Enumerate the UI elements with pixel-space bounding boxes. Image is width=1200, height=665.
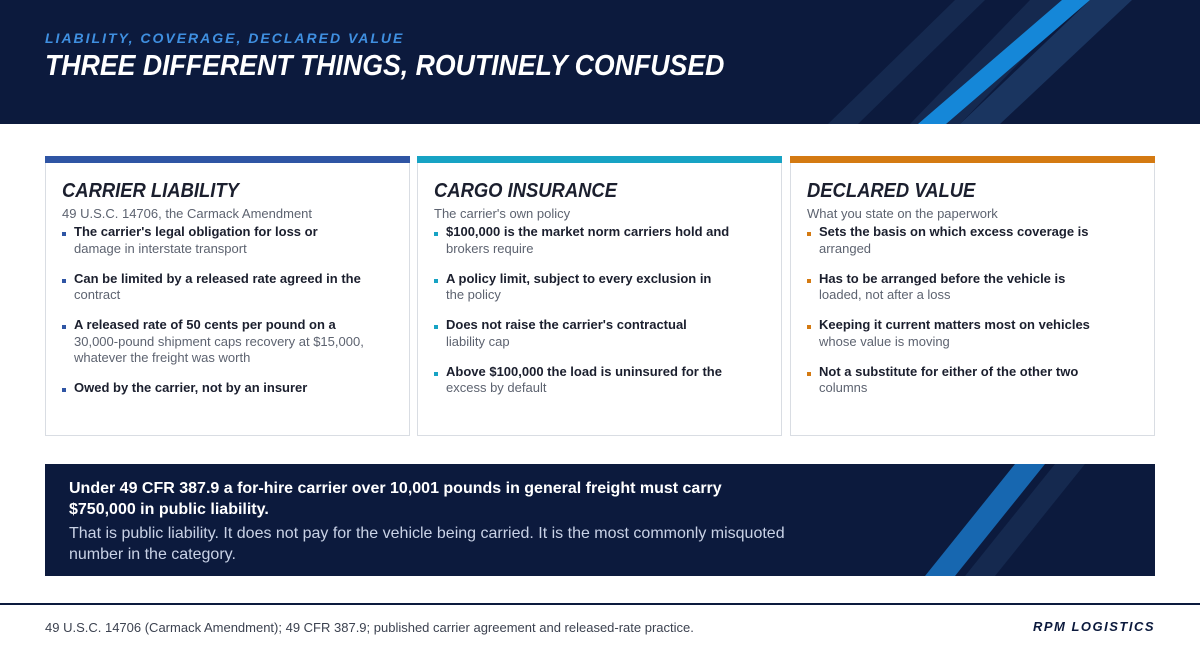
page-title: THREE DIFFERENT THINGS, ROUTINELY CONFUSED <box>45 50 725 82</box>
bullet-icon <box>807 372 811 376</box>
card-title: CARGO INSURANCE <box>434 180 617 202</box>
card-list <box>434 224 769 410</box>
card-cargo-insurance <box>417 156 782 436</box>
bullet-icon <box>434 372 438 376</box>
list-item: The carrier's legal obligation for loss or damage in interstate transport <box>62 224 397 257</box>
bullet-icon <box>434 279 438 283</box>
bullet-icon <box>807 232 811 236</box>
list-item: Sets the basis on which excess coverage is arranged <box>807 224 1142 257</box>
bullet-icon <box>62 279 66 283</box>
header-band <box>0 0 1200 124</box>
list-item: Owed by the carrier, not by an insurer <box>62 380 397 397</box>
list-item: Has to be arranged before the vehicle is loaded, not after a loss <box>807 271 1142 304</box>
brand-logo-text: RPM LOGISTICS <box>1032 619 1155 634</box>
card-subtitle: What you state on the paperwork <box>807 206 998 221</box>
bullet-icon <box>434 325 438 329</box>
card-accent-bar <box>45 156 410 163</box>
card-list <box>62 224 397 410</box>
bullet-icon <box>62 325 66 329</box>
list-item: Can be limited by a released rate agreed in the contract <box>62 271 397 304</box>
card-accent-bar <box>417 156 782 163</box>
bullet-icon <box>62 388 66 392</box>
list-item: Above $100,000 the load is uninsured for the excess by default <box>434 364 769 397</box>
list-item: $100,000 is the market norm carriers hold and brokers require <box>434 224 769 257</box>
bullet-icon <box>807 279 811 283</box>
bullet-icon <box>62 232 66 236</box>
bullet-icon <box>434 232 438 236</box>
callout-note: That is public liability. It does not pay for the vehicle being carried. It is the most commonly misquoted number in the category. <box>69 525 785 563</box>
bullet-icon <box>807 325 811 329</box>
card-subtitle: The carrier's own policy <box>434 206 571 221</box>
footer-sources: 49 U.S.C. 14706 (Carmack Amendment); 49 CFR 387.9; published carrier agreement and released-rate practice. <box>45 620 694 635</box>
list-item: Not a substitute for either of the other two columns <box>807 364 1142 397</box>
card-subtitle: 49 U.S.C. 14706, the Carmack Amendment <box>62 206 313 221</box>
callout-statement: Under 49 CFR 387.9 a for-hire carrier over 10,001 pounds in general freight must carry $750,000 in public liability. <box>69 480 722 518</box>
section-eyebrow: LIABILITY, COVERAGE, DECLARED VALUE <box>45 30 405 46</box>
list-item: Does not raise the carrier's contractual liability cap <box>434 317 769 350</box>
card-accent-bar <box>790 156 1155 163</box>
card-declared-value <box>790 156 1155 436</box>
card-list <box>807 224 1142 410</box>
card-title: CARRIER LIABILITY <box>62 180 239 202</box>
list-item: A released rate of 50 cents per pound on a 30,000-pound shipment caps recovery at $15,000, whatever the freight was worth <box>62 317 397 367</box>
callout-box <box>45 464 1155 576</box>
footer-divider <box>0 603 1200 605</box>
list-item: A policy limit, subject to every exclusion in the policy <box>434 271 769 304</box>
list-item: Keeping it current matters most on vehicles whose value is moving <box>807 317 1142 350</box>
card-title: DECLARED VALUE <box>807 180 976 202</box>
card-carrier-liability <box>45 156 410 436</box>
